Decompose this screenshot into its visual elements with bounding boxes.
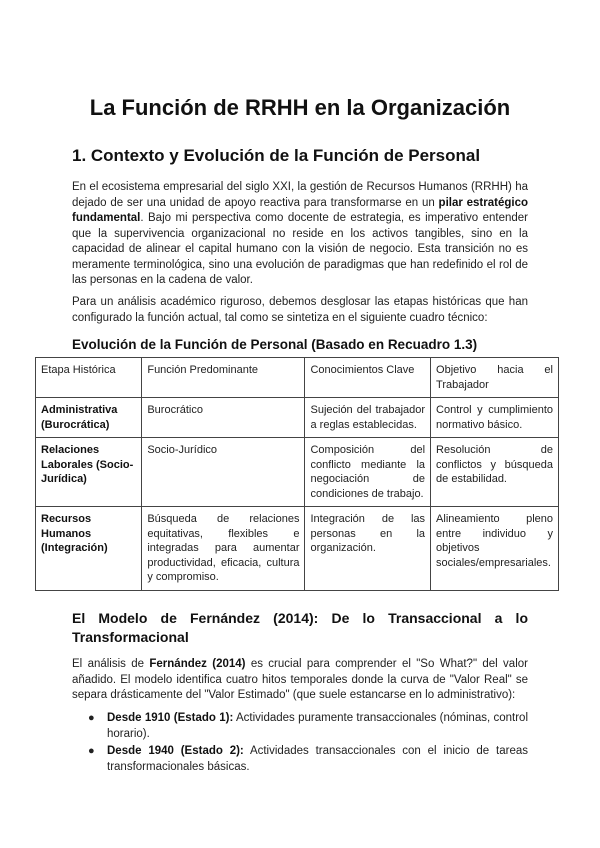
table-cell-function: Socio-Jurídico <box>142 438 305 507</box>
list-item-bold: Desde 1940 (Estado 2): <box>107 745 244 757</box>
table-cell-stage: Recursos Humanos (Integración) <box>36 507 142 591</box>
para3-text-before: El análisis de <box>72 658 150 670</box>
section-2-paragraph <box>72 657 528 704</box>
table-cell-stage: Administrativa (Burocrática) <box>36 398 142 438</box>
list-item <box>72 744 528 775</box>
list-item <box>72 711 528 742</box>
table-row <box>36 398 559 438</box>
section-2-heading: El Modelo de Fernández (2014): De lo Transaccional a lo Transformacional <box>72 610 528 645</box>
milestone-list <box>72 711 528 777</box>
para3-bold-text: Fernández (2014) <box>149 658 246 670</box>
table-cell-stage: Relaciones Laborales (Socio-Jurídica) <box>36 438 142 507</box>
table-cell-function: Búsqueda de relaciones equitativas, flexibles e integradas para aumentar productividad, eficacia, cultura y compromiso. <box>142 507 305 591</box>
document-title: La Función de RRHH en la Organización <box>89 95 511 120</box>
section-1-paragraph-2: Para un análisis académico riguroso, debemos desglosar las etapas históricas que han configurado la función actual, tal como se sintetiza en el siguiente cuadro técnico: <box>72 296 528 324</box>
list-item-text: Actividades transaccionales con el inicio de tareas transformacionales básicas. <box>107 745 528 773</box>
section-1-heading: 1. Contexto y Evolución de la Función de Personal <box>72 146 481 165</box>
para1-text-after: . Bajo mi perspectiva como docente de estrategia, es imperativo entender que la supervivencia organizacional no reside en los activos tangibles, sino en la capacidad de alinear el capital humano con la visión de negocio. Esta transición no es meramente terminológica, sino una evolución de paradigmas que han redefinido el rol de las personas en la cadena de valor. <box>72 212 528 286</box>
table-cell-function: Burocrático <box>142 398 305 438</box>
table-cell-knowledge: Sujeción del trabajador a reglas establecidas. <box>305 398 431 438</box>
section-1-paragraph-1 <box>72 180 528 289</box>
para1-bold-text: pilar estratégico fundamental <box>72 196 528 224</box>
table-header-cell: Objetivo hacia el Trabajador <box>431 358 559 398</box>
table-cell-objective: Resolución de conflictos y búsqueda de estabilidad. <box>431 438 559 507</box>
bullet-icon: ● <box>88 745 95 757</box>
table-row <box>36 438 559 507</box>
table-cell-objective: Control y cumplimiento normativo básico. <box>431 398 559 438</box>
table-title: Evolución de la Función de Personal (Basado en Recuadro 1.3) <box>72 337 478 352</box>
evolution-table <box>35 357 559 591</box>
table-header-row <box>36 358 559 398</box>
table-cell-knowledge: Composición del conflicto mediante la negociación de condiciones de trabajo. <box>305 438 431 507</box>
table-row <box>36 507 559 591</box>
table-cell-objective: Alineamiento pleno entre individuo y objetivos sociales/empresariales. <box>431 507 559 591</box>
list-item-text: Actividades puramente transaccionales (nóminas, control horario). <box>107 712 528 740</box>
bullet-icon: ● <box>88 712 95 724</box>
list-item-bold: Desde 1910 (Estado 1): <box>107 712 234 724</box>
table-header-cell: Función Predominante <box>142 358 305 398</box>
table-cell-knowledge: Integración de las personas en la organización. <box>305 507 431 591</box>
para1-text-before: En el ecosistema empresarial del siglo XXI, la gestión de Recursos Humanos (RRHH) ha dejado de ser una unidad de apoyo reactiva para transformarse en un <box>72 181 528 209</box>
table-header-cell: Conocimientos Clave <box>305 358 431 398</box>
para3-text-after: es crucial para comprender el "So What?" del valor añadido. El modelo identifica cuatro hitos temporales donde la curva de "Valor Real" se separa drásticamente del "Valor Estimado" (que suele estancarse en lo administrativo): <box>72 658 528 701</box>
table-header-cell: Etapa Histórica <box>36 358 142 398</box>
